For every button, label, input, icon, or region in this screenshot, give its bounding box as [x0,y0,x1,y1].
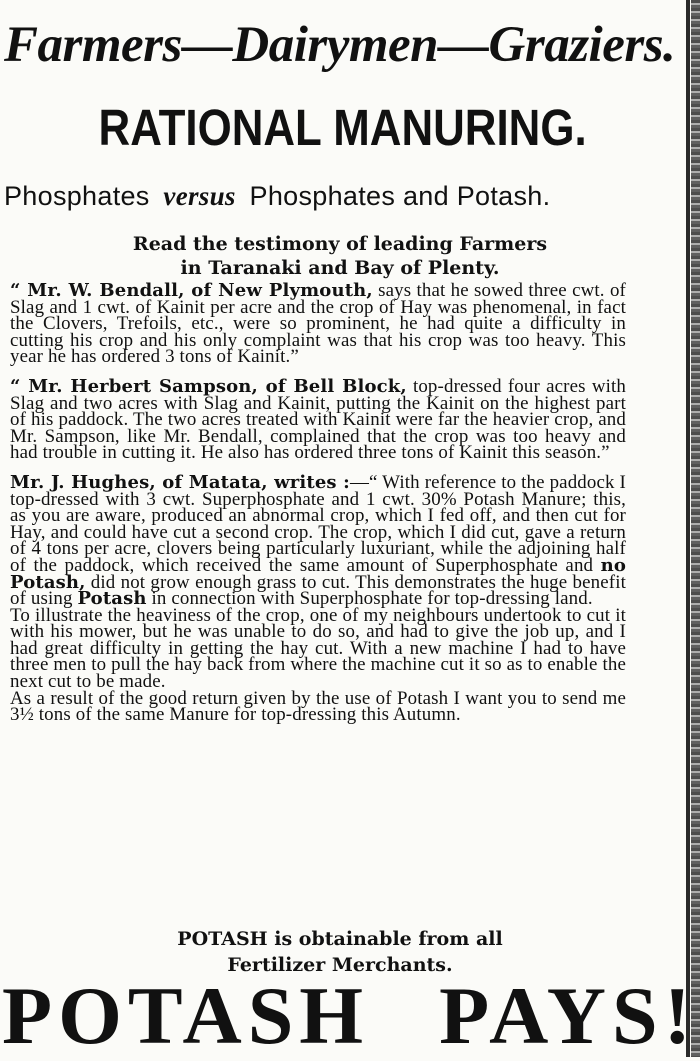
testimony-bendall-name: “ Mr. W. Bendall, of New Plymouth, [10,280,373,301]
page-title: RATIONAL MANURING. [98,99,587,156]
testimony-sampson [10,375,627,464]
subtitle-right: Phosphates and Potash. [249,181,551,211]
intro-line-1: Read the testimony of leading Farmers [132,233,548,255]
slogan-word-1: POTASH [2,970,370,1061]
testimony-sampson-name: “ Mr. Herbert Sampson, of Bell Block, [10,375,407,397]
testimony-bendall [10,280,626,368]
availability-line-1: POTASH is obtainable from all [177,928,503,950]
testimony-hughes-text-a: —“ With reference to the paddock I top-dressed with 3 cwt. Superphosphate and 1 cwt. 30% Potash Manure; this, as you are aware, produced an abnormal crop, which I fed off, and then cut for Hay, and could have cut a second crop. The crop, which I did cut, gave a return of 4 tons per acre, clovers being particularly luxuriant, while the adjoining half of the paddock, which received the same amount of Superphosphate and [10,471,626,576]
testimony-hughes-bold-a: no Potash, [10,554,626,593]
subtitle-left: Phosphates [4,181,150,211]
slogan-word-2: PAYS! [439,970,697,1061]
subtitle [4,176,686,216]
headline: Farmers—Dairymen—Graziers. [4,17,676,73]
slogan [2,970,697,1061]
testimony-hughes-para-3: As a result of the good return given by the use of Potash I want you to send me 3½ tons of the same Manure for top-dressing this Autumn. [10,687,626,726]
column-rule [686,0,690,1057]
testimony-hughes-bold-b: Potash [77,588,147,610]
testimony-bendall-text: says that he sowed three cwt. of Slag and 1 cwt. of Kainit per acre and the crop of Hay was phenomenal, in fact the Clovers, Trefoils, etc., were so prominent, he had quite a difficulty in cutting his crop and his only complaint was that his crop was too heavy. This year he has ordered 3 tons of Kainit.” [10,280,626,368]
intro [40,232,640,280]
testimonies [10,280,627,726]
testimony-hughes-text-c: in connection with Superphosphate for top-dressing land. [146,588,593,610]
testimony-hughes-name: Mr. J. Hughes, of Matata, writes : [10,471,350,493]
availability-line-2: Fertilizer Merchants. [227,954,453,976]
testimony-hughes [10,471,626,610]
testimony-sampson-text: top-dressed four acres with Slag and two acres with Slag and Kainit, putting the Kainit on the highest part of his paddock. The two acres treated with Kainit were far the heavier crop, and Mr. Sampson, like Mr. Bendall, complained that the crop was too heavy and had trouble in cutting it. He also has ordered three tons of Kainit this season.” [10,375,627,464]
page-edge [691,0,700,1057]
testimony-hughes-text-b: did not grow enough grass to cut. This demonstrates the huge benefit of using [10,571,626,610]
subtitle-versus: versus [163,181,236,211]
testimony-hughes-para-2: To illustrate the heaviness of the crop, one of my neighbours undertook to cut it with his mower, but he was unable to do so, and had to give the job up, and I had great difficulty in getting the hay cut. With a new machine I had to have three men to pull the hay back from where the machine cut it so as to enable the next cut to be made. [10,604,626,693]
intro-line-2: in Taranaki and Bay of Plenty. [180,257,500,279]
